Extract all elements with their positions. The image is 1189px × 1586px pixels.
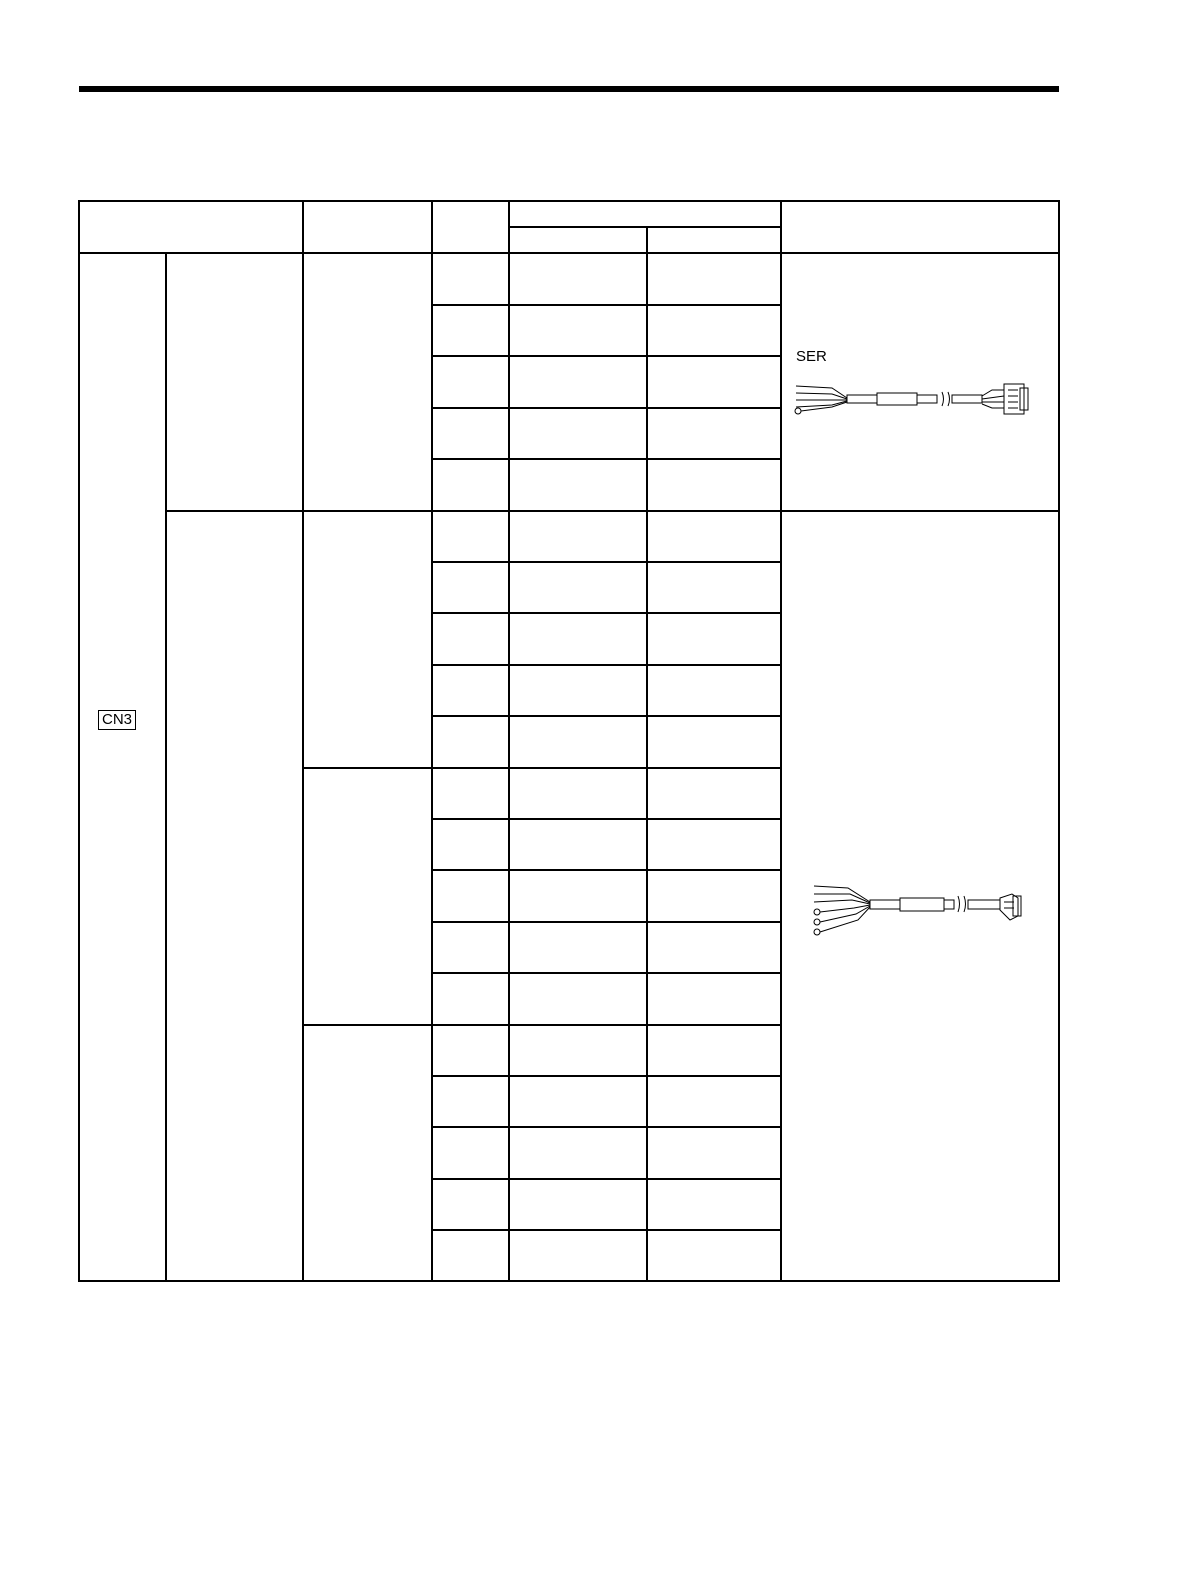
cable-with-ring-terminals-and-angled-connector-icon bbox=[808, 882, 1028, 944]
cable-with-ring-terminals-and-connector-icon bbox=[792, 378, 1032, 420]
cable-label-ser: SER bbox=[796, 348, 827, 365]
connector-label: CN3 bbox=[98, 710, 136, 730]
